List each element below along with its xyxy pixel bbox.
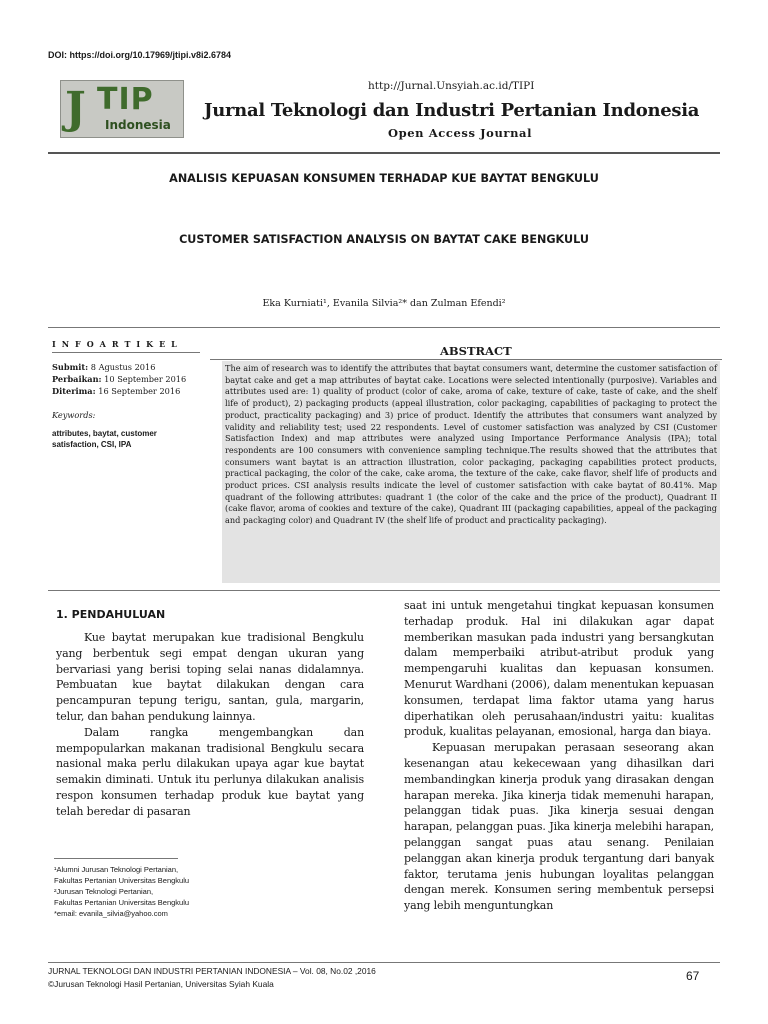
revisi-label: Perbaikan:: [52, 374, 102, 384]
authors-line: Eka Kurniati¹, Evanila Silvia²* dan Zulman Efendi²: [262, 298, 506, 309]
logo-text-main: TIP: [97, 82, 154, 117]
section-title: 1. PENDAHULUAN: [56, 608, 166, 621]
abstract-heading: ABSTRACT: [440, 344, 512, 358]
article-title-id: ANALISIS KEPUASAN KONSUMEN TERHADAP KUE BAYTAT BENGKULU: [169, 172, 599, 185]
revisi-value: 10 September 2016: [104, 374, 187, 384]
footnote-2a: ²Jurusan Teknologi Pertanian,: [54, 887, 154, 896]
footer-journal-line: JURNAL TEKNOLOGI DAN INDUSTRI PERTANIAN INDONESIA – Vol. 08, No.02 ,2016: [48, 966, 376, 976]
keywords-list: attributes, baytat, customer satisfaction, CSI, IPA: [52, 429, 157, 449]
right-paragraph-1: saat ini untuk mengetahui tingkat kepuasan konsumen terhadap produk. Hal ini dilakukan agar dapat memberikan masukan pada industri yang bersangkutan dalam memperbaiki atribut-atribut produk yang mempengaruhi kualitas dan kepuasan konsumen. Menurut Wardhani (2006), dalam menentukan kepuasan konsumen, terdapat lima faktor utama yang harus diperhatikan oleh perusahaan/industri yaitu: kualitas produk, kualitas pelayanan, emosional, harga dan biaya.: [404, 599, 714, 739]
submit-label: Submit:: [52, 362, 89, 372]
journal-logo: [60, 80, 184, 138]
footnote-email: *email: evanila_silvia@yahoo.com: [54, 909, 168, 918]
left-column: [56, 630, 364, 820]
footnote-1a: ¹Alumni Jurusan Teknologi Pertanian,: [54, 865, 179, 874]
logo-text-sub: Indonesia: [105, 118, 171, 132]
authors-divider: [48, 327, 720, 328]
footnote-divider: [54, 858, 178, 859]
footnote-2b: Fakultas Pertanian Universitas Bengkulu: [54, 898, 190, 907]
info-revisi: [52, 373, 186, 385]
right-column: [404, 598, 714, 914]
submit-value: 8 Agustus 2016: [90, 362, 156, 372]
right-paragraph-2: Kepuasan merupakan perasaan seseorang akan kesenangan atau kekecewaan yang dihasilkan dari membandingkan kinerja produk yang dirasakan dengan harapan mereka. Jika kinerja tidak memenuhi harapan, pelanggan tidak puas. Jika kinerja sesuai dengan harapan, pelanggan puas. Jika kinerja melebihi harapan, pelanggan sangat puas atau senang. Penilaian pelanggan akan kinerja produk tergantung dari banyak faktor, terutama jenis hubungan loyalitas pelanggan dengan merek. Konsumen sering membentuk persepsi yang lebih menguntungkan: [404, 741, 714, 913]
article-title-en: CUSTOMER SATISFACTION ANALYSIS ON BAYTAT CAKE BENGKULU: [179, 233, 589, 246]
abstract-bottom-divider: [48, 590, 720, 591]
journal-url[interactable]: http://Jurnal.Unsyiah.ac.id/TIPI: [368, 80, 535, 92]
logo-j-letter: J: [65, 83, 86, 134]
info-diterima: [52, 385, 180, 397]
info-submit: [52, 361, 155, 373]
left-paragraph-1: Kue baytat merupakan kue tradisional Bengkulu yang berbentuk segi empat dengan ukuran yang bervariasi yang berisi toping selai nanas didalamnya. Pembuatan kue baytat dilakukan dengan cara pencampuran tepung terigu, santan, gula, margarin, telur, dan bahan pendukung lainnya.: [56, 631, 364, 723]
header-divider: [48, 152, 720, 154]
diterima-label: Diterima:: [52, 386, 96, 396]
info-artikel-heading: I N F O A R T I K E L: [52, 339, 179, 349]
diterima-value: 16 September 2016: [98, 386, 181, 396]
footer-divider: [48, 962, 720, 963]
keywords-label: Keywords:: [52, 410, 96, 420]
open-access-label: Open Access Journal: [388, 126, 533, 140]
info-divider: [52, 352, 200, 353]
doi-text: DOI: https://doi.org/10.17969/jtipi.v8i2.6784: [48, 50, 232, 60]
left-paragraph-2: Dalam rangka mengembangkan dan mempopularkan makanan tradisional Bengkulu secara nasional maka perlu dilakukan upaya agar kue baytat semakin diminati. Untuk itu perlunya dilakukan analisis respon konsumen terhadap produk kue baytat yang telah beredar di pasaran: [56, 725, 364, 818]
page-number: 67: [686, 969, 700, 983]
journal-title: Jurnal Teknologi dan Industri Pertanian Indonesia: [204, 100, 700, 121]
abstract-body: The aim of research was to identify the attributes that baytat consumers want, determine the customer satisfaction of baytat cake and get a map attributes of baytat cake. Locations were selected intentionally (purposive). Variables and attributes used are: 1) quality of product (color of cake, aroma of cake, texture of cake, taste of cake, and the shelf life of product), 2) packaging products (appeal illustration, color packaging, capabilities of packaging to protect the product, practicality packaging) and 3) price of product. Identify the attributes that consumers want analyzed by validity and reliability test; used 22 respondents. Level of customer satisfaction was analyzed by CSI (Customer Satisfaction Index) and map attributes were analyzed using Importance Performance Analysis (IPA); total respondents are 100 consumers with convenience sampling technique.The results showed that the attributes that consumers want baytat is an attraction illustration, color packaging, packaging capabilities protect products, practical packaging, the color of the cake, cake aroma, the texture of the cake, cake flavor, shelf life of products and product prices. CSI analysis results indicate the level of customer satisfaction with cake baytat of 80.41%. Map quadrant of the following attributes: quadrant 1 (the color of the cake and the price of the product), Quadrant II (cake flavor, aroma of cookies and texture of the cake), Quadrant III (packaging capabilities, appeal of the packaging and packaging color) and Quadrant IV (the shelf life of product and practicality packaging).: [222, 361, 720, 583]
footnote-1b: Fakultas Pertanian Universitas Bengkulu: [54, 876, 190, 885]
footer-copyright: ©Jurusan Teknologi Hasil Pertanian, Universitas Syiah Kuala: [48, 979, 274, 989]
footnotes: [54, 864, 189, 919]
abstract-divider: [210, 359, 722, 360]
